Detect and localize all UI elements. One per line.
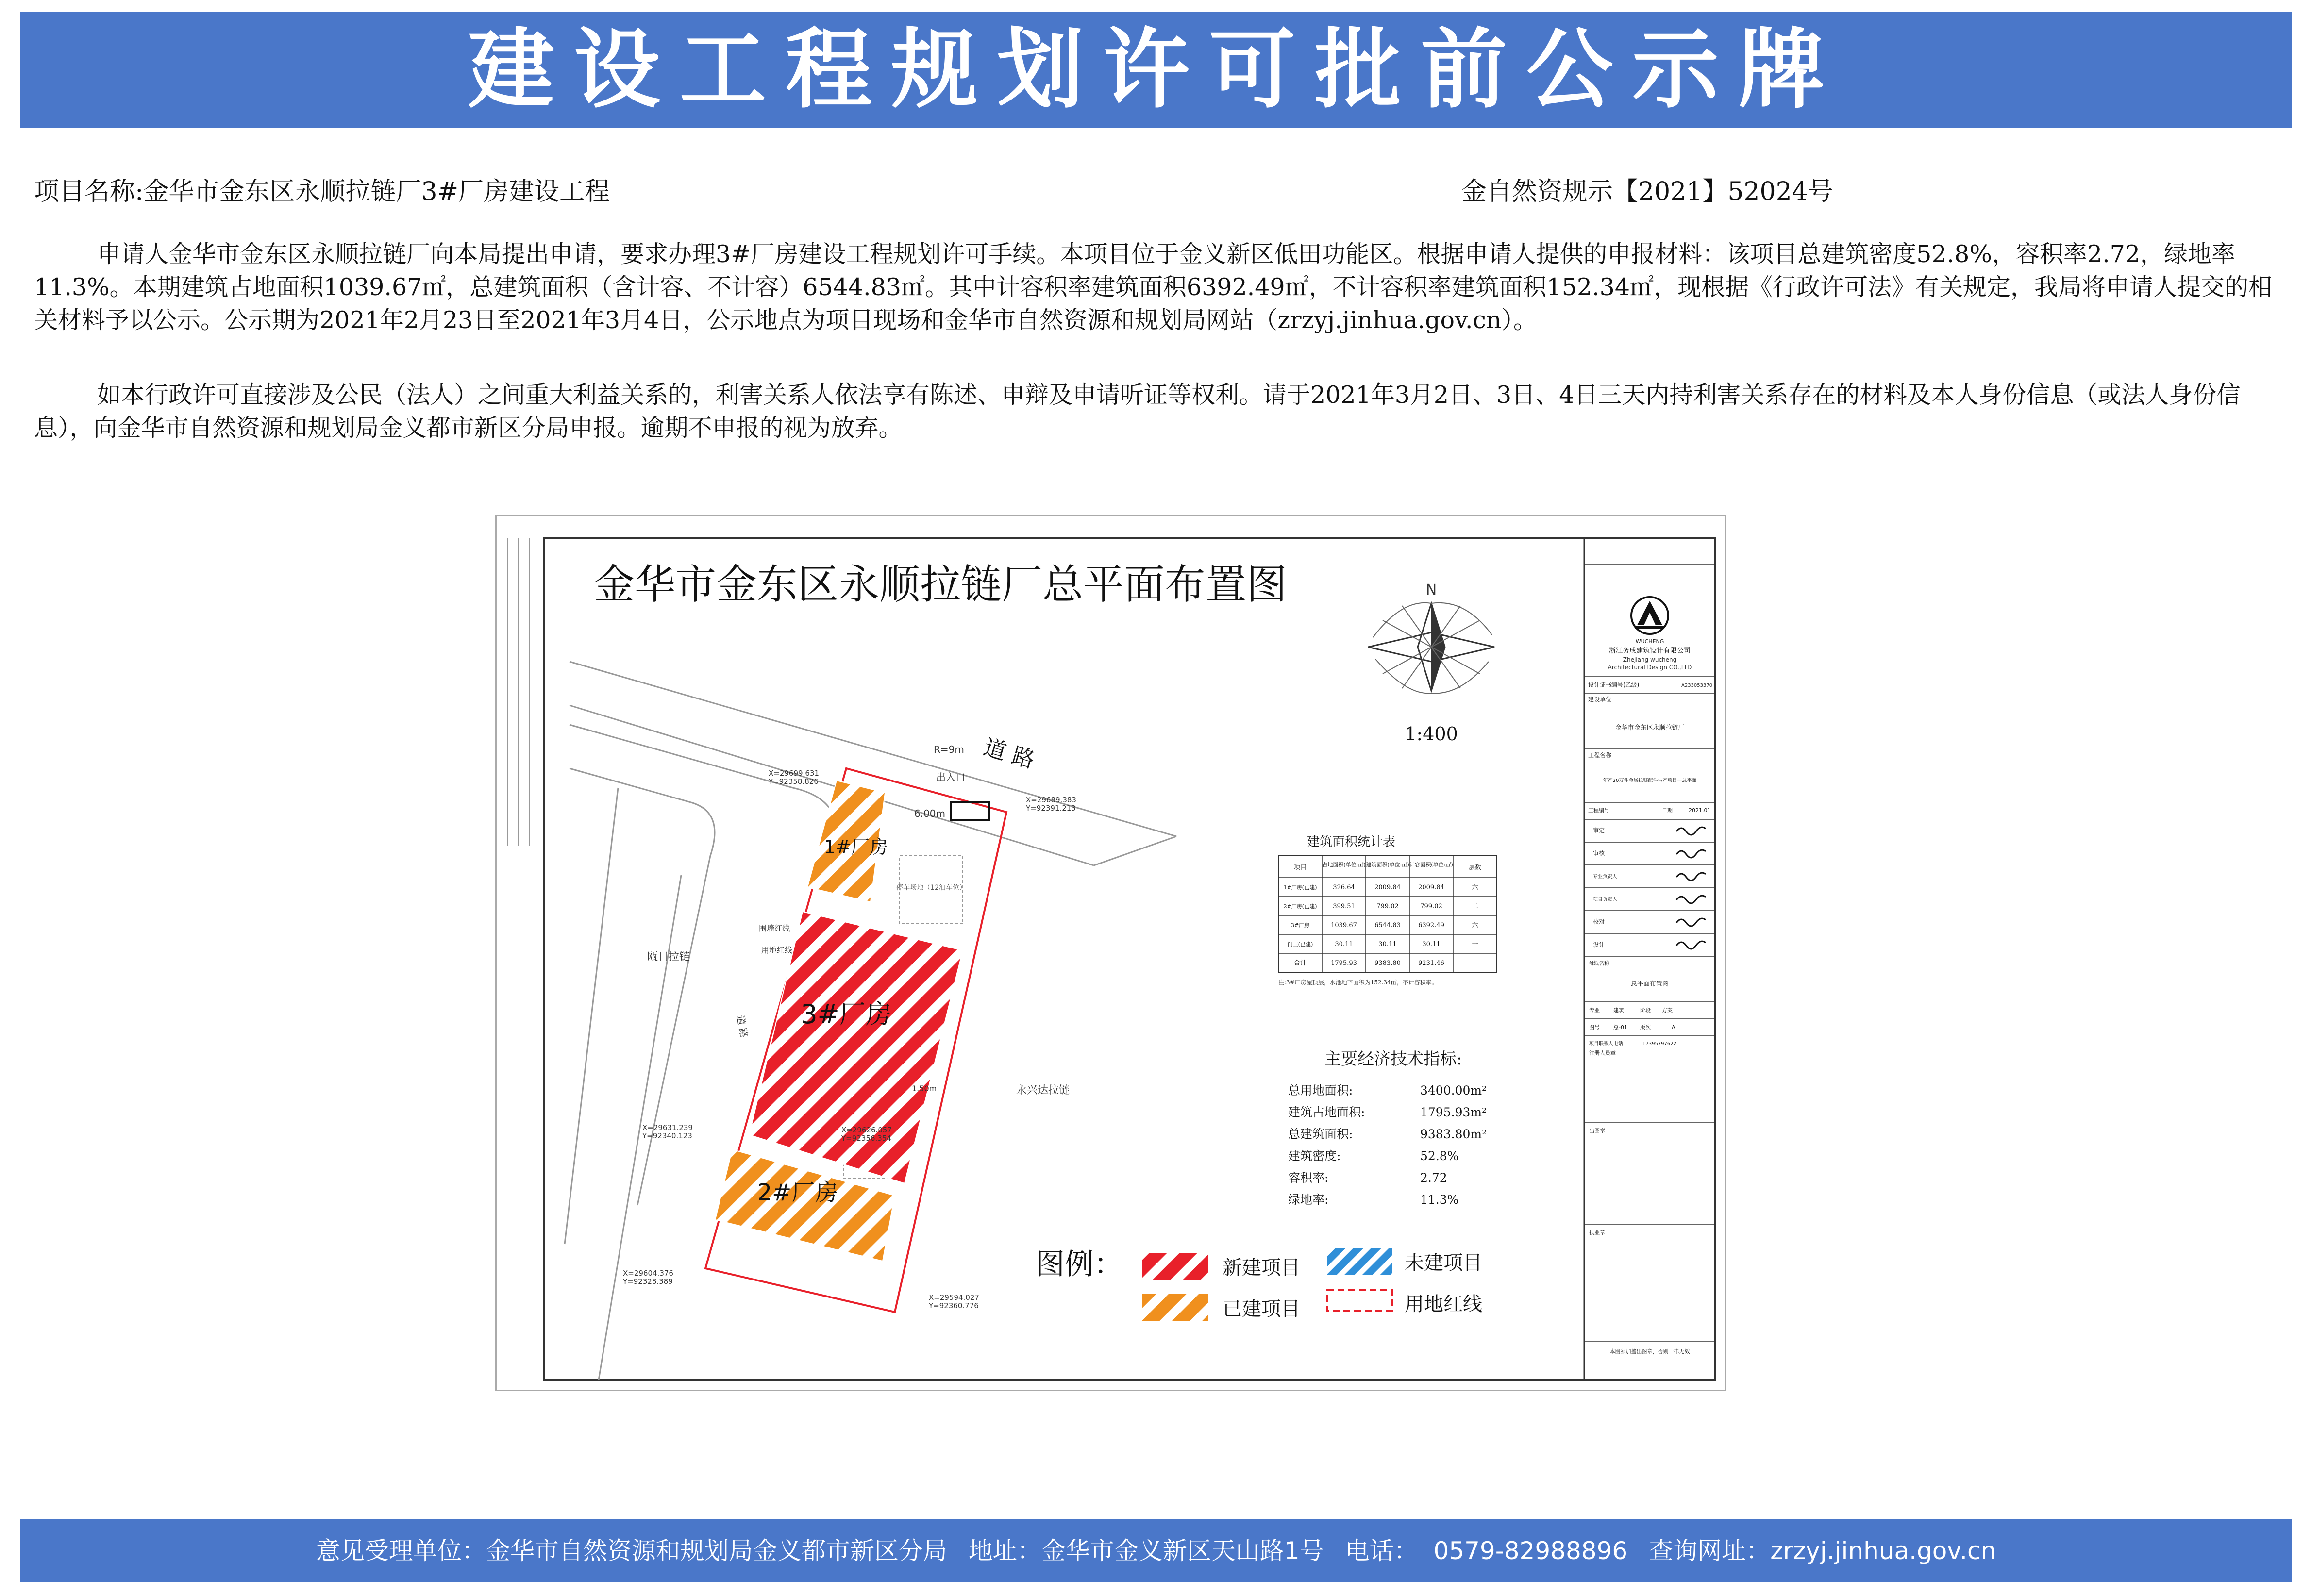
table-cell: 一 <box>1472 941 1478 948</box>
job-number-label: 工程编号 <box>1588 807 1609 814</box>
legend <box>1036 1247 1482 1321</box>
site-plan-drawing <box>495 515 1726 1391</box>
title-block <box>1584 538 1715 1380</box>
table-cell: 6544.83 <box>1374 922 1401 929</box>
footer-website[interactable]: 查询网址：zrzyj.jinhua.gov.cn <box>1649 1537 1996 1565</box>
table-cell: 326.64 <box>1333 884 1355 891</box>
table-cell: 合计 <box>1293 960 1307 967</box>
drawing-name: 总平面布置图 <box>1630 981 1669 988</box>
table-cell: 2#厂房(已建) <box>1283 903 1317 910</box>
notice-paragraph-1: 申请人金华市金东区永顺拉链厂向本局提出申请，要求办理3#厂房建设工程规划许可手续。本项目位于金义新区低田功能区。根据申请人提供的申报材料：该项目总建筑密度52.8%，容积率2.72，绿地率11.3%。本期建筑占地面积1039.67㎡，总建筑面积（含计容、不计容）6544.83㎡。其中计容积率建筑面积6392.49㎡，不计容积率建筑面积152.34㎡，现根据《行政许可法》有关规定，我局将申请人提交的相关材料予以公示。公示期为2021年2月23日至2021年3月4日，公示地点为项目现场和金华市自然资源和规划局网站（zrzyj.jinhua.gov.cn）。 <box>34 240 2272 334</box>
stamp-label-2: 出图章 <box>1589 1128 1605 1134</box>
stage-label: 阶段 <box>1640 1007 1651 1014</box>
legend-swatch-unbuilt <box>1327 1248 1392 1275</box>
role-label: 校对 <box>1593 918 1605 925</box>
table-cell: 9383.80 <box>1374 960 1401 967</box>
table-cell: 399.51 <box>1333 903 1355 910</box>
footer-phone: 电话： 0579-82988896 <box>1345 1537 1628 1565</box>
road-width-label: R=9m <box>934 744 964 755</box>
table-cell: 六 <box>1472 884 1478 891</box>
phone-value: 17395797622 <box>1642 1041 1676 1047</box>
table-header-3: 计容面积(单位:㎡) <box>1409 862 1453 868</box>
legend-swatch-built <box>1142 1294 1208 1321</box>
indicator-value: 2.72 <box>1420 1171 1447 1185</box>
indicator-value: 9383.80m² <box>1420 1127 1487 1141</box>
stamp-label-3: 执业章 <box>1589 1230 1605 1236</box>
table-header-2: 建筑面积(单位:㎡) <box>1366 862 1409 868</box>
scale-label: 1:400 <box>1405 723 1458 745</box>
coord-y-2: Y=92391.213 <box>1026 804 1076 813</box>
table-cell: 门卫(已建) <box>1287 941 1313 948</box>
table-cell: 3#厂房 <box>1290 922 1310 929</box>
table-cell: 六 <box>1472 922 1478 929</box>
company-name-en-2: Architectural Design CO.,LTD <box>1608 664 1692 671</box>
discipline-value: 建筑 <box>1613 1007 1624 1014</box>
indicator-value: 11.3% <box>1420 1193 1459 1207</box>
role-label: 项目负责人 <box>1593 897 1617 902</box>
road-label-top: 道 路 <box>980 733 1038 773</box>
building-1-label: 1#厂房 <box>823 836 888 858</box>
date-label: 日期 <box>1662 807 1673 814</box>
economic-indicators <box>1288 1049 1487 1207</box>
legend-swatch-redline <box>1327 1290 1392 1311</box>
entrance-label: 出入口 <box>936 771 965 783</box>
legend-label-redline: 用地红线 <box>1405 1293 1482 1315</box>
footer-address: 地址：金华市金义新区天山路1号 <box>968 1537 1324 1565</box>
drawing-frame <box>544 538 1715 1380</box>
table-cell: 9231.46 <box>1418 960 1444 967</box>
cert-label: 设计证书编号(乙级) <box>1588 682 1640 688</box>
table-cell: 799.02 <box>1376 903 1399 910</box>
site-plan-title: 金华市金东区永顺拉链厂总平面布置图 <box>594 561 1288 608</box>
table-cell: 30.11 <box>1335 941 1353 948</box>
table-cell: 6392.49 <box>1418 922 1444 929</box>
area-table-note: 注:3#厂房屋顶层，水池地下面积为152.34㎡，不计容积率。 <box>1278 979 1438 986</box>
coord-y-4: Y=92356.354 <box>841 1134 891 1143</box>
table-cell: 30.11 <box>1378 941 1397 948</box>
indicator-value: 52.8% <box>1420 1149 1459 1163</box>
coord-y-5: Y=92328.389 <box>623 1277 673 1286</box>
indicator-label: 总建筑面积: <box>1288 1127 1353 1141</box>
indicator-value: 1795.93m² <box>1420 1105 1487 1119</box>
table-cell: 2009.84 <box>1374 884 1401 891</box>
company-name-en-1: Zhejiang wucheng <box>1623 656 1677 663</box>
table-cell: 30.11 <box>1422 941 1441 948</box>
building-3-label: 3#厂房 <box>801 999 892 1030</box>
margin-lines <box>507 538 530 846</box>
page-title: 建设工程规划许可批前公示牌 <box>468 19 1844 120</box>
footer-unit: 意见受理单位：金华市自然资源和规划局金义都市新区分局 <box>316 1537 947 1565</box>
notice-paragraph-2: 如本行政许可直接涉及公民（法人）之间重大利益关系的，利害关系人依法享有陈述、申辩及申请听证等权利。请于2021年3月2日、3日、4日三天内持利害关系存在的材料及本人身份信息（或法人身份信息），向金华市自然资源和规划局金义都市新区分局申报。逾期不申报的视为放弃。 <box>34 381 2241 442</box>
company-logo-icon <box>1631 597 1668 634</box>
neighbor-left-label: 瓯日拉链 <box>647 951 690 963</box>
coord-x-2: X=29689.383 <box>1026 796 1076 804</box>
coord-y-6: Y=92360.776 <box>929 1301 979 1310</box>
role-label: 专业负责人 <box>1593 874 1617 880</box>
discipline-label: 专业 <box>1589 1007 1600 1014</box>
table-header-4: 层数 <box>1468 864 1482 871</box>
north-arrow-icon <box>1368 603 1494 694</box>
indicator-label: 绿地率: <box>1288 1193 1329 1207</box>
stamp-label-1: 注册人员章 <box>1589 1050 1616 1056</box>
table-header-0: 项目 <box>1293 864 1307 871</box>
logo-text: WUCHENG <box>1635 638 1664 645</box>
footer-banner <box>20 1519 2292 1582</box>
area-table-title: 建筑面积统计表 <box>1307 835 1396 849</box>
table-cell: 1795.93 <box>1331 960 1357 967</box>
role-label: 审核 <box>1593 850 1605 857</box>
table-cell: 1039.67 <box>1331 922 1357 929</box>
role-label: 审定 <box>1593 827 1605 834</box>
road-label-vertical: 道 路 <box>735 1014 750 1039</box>
drawing-no-value: 总-01 <box>1613 1024 1627 1031</box>
indicator-label: 总用地面积: <box>1288 1083 1353 1097</box>
table-header-1: 占地面积(单位:㎡) <box>1322 862 1366 868</box>
project-label: 工程名称 <box>1588 752 1612 759</box>
title-block-footer-note: 本图须加盖出图章，否则一律无效 <box>1609 1348 1690 1355</box>
indicator-label: 建筑密度: <box>1288 1149 1341 1163</box>
legend-label-built: 已建项目 <box>1223 1298 1300 1320</box>
table-cell: 2009.84 <box>1418 884 1444 891</box>
dimension-right-label: 1.50m <box>912 1084 937 1093</box>
drawing-no-label: 图号 <box>1589 1024 1600 1031</box>
client-name: 金华市金东区永顺拉链厂 <box>1615 724 1685 732</box>
version-label: 版次 <box>1640 1024 1651 1031</box>
north-label: N <box>1425 582 1437 598</box>
legend-label-new: 新建项目 <box>1223 1257 1300 1279</box>
footer-contact <box>20 1519 2292 1582</box>
neighbor-right-label: 永兴达拉链 <box>1016 1084 1070 1097</box>
indicator-label: 容积率: <box>1288 1171 1329 1185</box>
drawing-name-label: 图纸名称 <box>1588 960 1609 966</box>
coord-x-4: X=29626.057 <box>841 1126 892 1134</box>
coord-x-5: X=29604.376 <box>623 1269 673 1278</box>
coord-x-3: X=29631.239 <box>642 1123 693 1132</box>
project-title: 年产20万件金属拉链配件生产项目—总平面 <box>1603 778 1697 783</box>
legend-title: 图例： <box>1036 1247 1123 1281</box>
coord-y-1: Y=92358.826 <box>769 777 819 786</box>
dimension-label: 6.00m <box>914 808 946 819</box>
legend-label-unbuilt: 未建项目 <box>1405 1252 1482 1274</box>
cert-number: A233053370 <box>1681 683 1713 688</box>
parking-label-top: 停车场地（12泊车位） <box>896 884 966 892</box>
indicator-value: 3400.00m² <box>1420 1083 1487 1097</box>
indicators-title: 主要经济技术指标: <box>1324 1049 1462 1069</box>
role-label: 设计 <box>1593 941 1605 948</box>
legend-swatch-new <box>1142 1253 1208 1280</box>
stage-value: 方案 <box>1662 1007 1673 1014</box>
project-name: 项目名称:金华市金东区永顺拉链厂3#厂房建设工程 <box>34 177 610 206</box>
document-number: 金自然资规示【2021】52024号 <box>1461 177 1833 206</box>
company-name-cn: 浙江务成建筑设计有限公司 <box>1609 647 1691 655</box>
building-2-label: 2#厂房 <box>757 1179 838 1206</box>
table-cell: 二 <box>1472 903 1478 910</box>
coord-y-3: Y=92340.123 <box>642 1131 692 1140</box>
property-line-label: 用地红线 <box>761 946 793 955</box>
fence-line-label: 围墙红线 <box>759 924 790 933</box>
area-table <box>1278 835 1497 986</box>
table-cell: 799.02 <box>1420 903 1442 910</box>
date-value: 2021.01 <box>1689 807 1711 814</box>
header-banner <box>20 12 2292 128</box>
phone-label: 项目联系人电话 <box>1589 1041 1623 1047</box>
version-value: A <box>1672 1024 1675 1031</box>
coord-x-6: X=29594.027 <box>929 1293 979 1302</box>
table-cell: 1#厂房(已建) <box>1283 884 1317 891</box>
indicator-label: 建筑占地面积: <box>1288 1105 1365 1119</box>
client-label: 建设单位 <box>1588 696 1612 703</box>
coord-x-1: X=29699.631 <box>769 769 819 778</box>
